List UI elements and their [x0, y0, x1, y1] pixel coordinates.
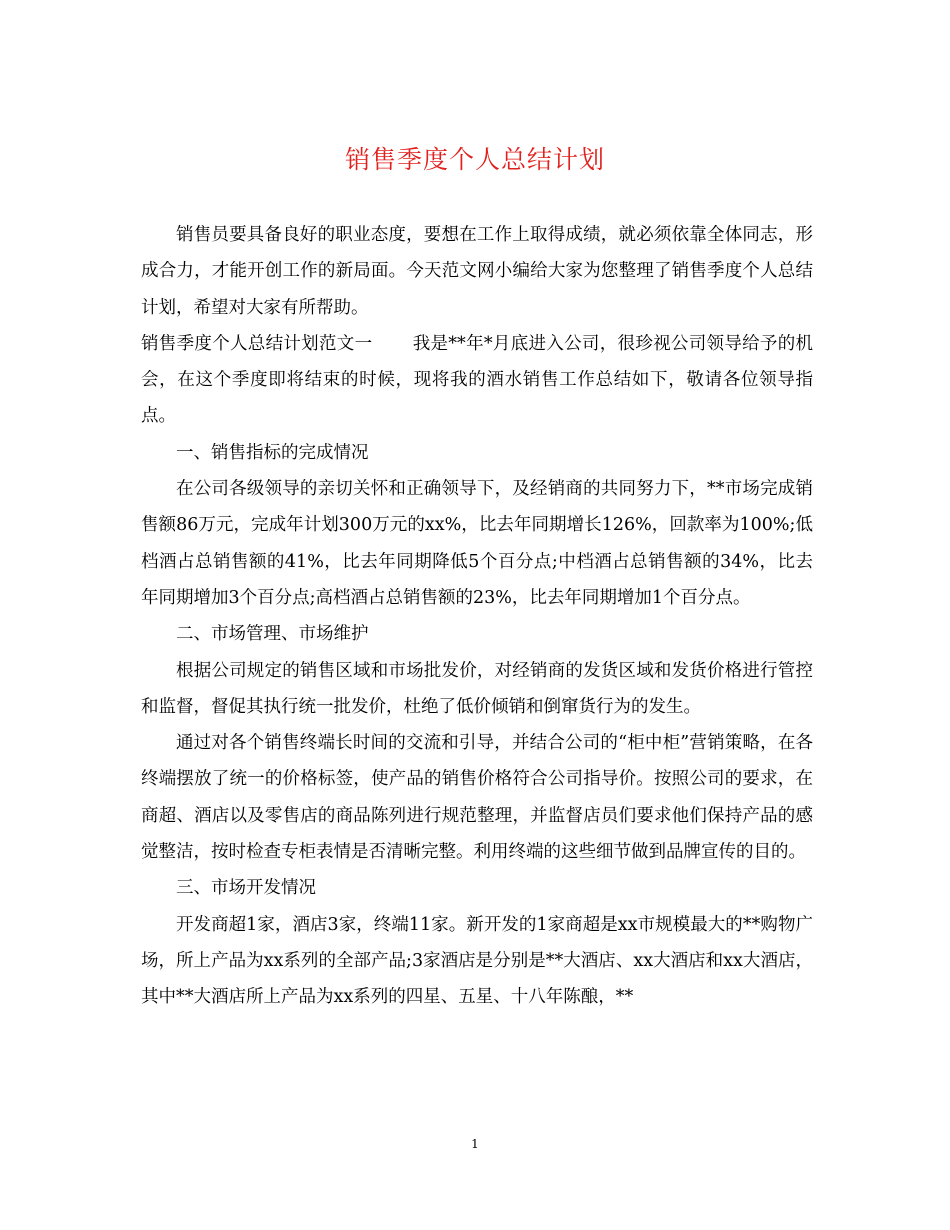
sample-heading: 销售季度个人总结计划范文一	[141, 333, 373, 354]
section-2-paragraph-2: 通过对各个销售终端长时间的交流和引导，并结合公司的“柜中柜”营销策略，在各终端摆放了统一的价格标签，使产品的销售价格符合公司指导价。按照公司的要求，在商超、酒店以及零售店的商品陈列进行规范整理，并监督店员们要求他们保持产品的感觉整洁，按时检查专柜表情是否清晰完整。利用终端的这些细节做到品牌宣传的目的。	[141, 733, 813, 863]
sample-paragraph	[141, 326, 813, 435]
section-1-heading: 一、销售指标的完成情况	[176, 442, 369, 463]
document-title: 销售季度个人总结计划	[344, 145, 605, 174]
section-3-heading: 三、市场开发情况	[176, 878, 316, 899]
sample-opening: 我是**年*月底进入公司，很珍视公司领导给予的机会，在这个季度即将结束的时候，现将我的酒水销售工作总结如下，敬请各位领导指点。	[141, 333, 814, 427]
section-2-paragraph-1: 根据公司规定的销售区域和市场批发价，对经销商的发货区域和发货价格进行管控和监督，督促其执行统一批发价，杜绝了低价倾销和倒窜货行为的发生。	[141, 660, 813, 717]
section-1-paragraph: 在公司各级领导的亲切关怀和正确领导下，及经销商的共同努力下，**市场完成销售额86万元，完成年计划300万元的xx%，比去年同期增长126%，回款率为100%;低档酒占总销售额的41%，比去年同期降低5个百分点;中档酒占总销售额的34%，比去年同期增加3个百分点;高档酒占总销售额的23%，比去年同期增加1个百分点。	[141, 479, 813, 608]
document-body	[141, 217, 813, 1016]
page-number: 1	[471, 1137, 479, 1151]
intro-paragraph: 销售员要具备良好的职业态度，要想在工作上取得成绩，就必须依靠全体同志，形成合力，才能开创工作的新局面。今天范文网小编给大家为您整理了销售季度个人总结计划，希望对大家有所帮助。	[141, 225, 813, 318]
section-2-heading: 二、市场管理、市场维护	[176, 624, 369, 645]
section-3-paragraph: 开发商超1家，酒店3家，终端11家。新开发的1家商超是xx市规模最大的**购物广场，所上产品为xx系列的全部产品;3家酒店是分别是**大酒店、xx大酒店和xx大酒店，其中**大酒店所上产品为xx系列的四星、五星、十八年陈酿，**	[141, 914, 813, 1008]
